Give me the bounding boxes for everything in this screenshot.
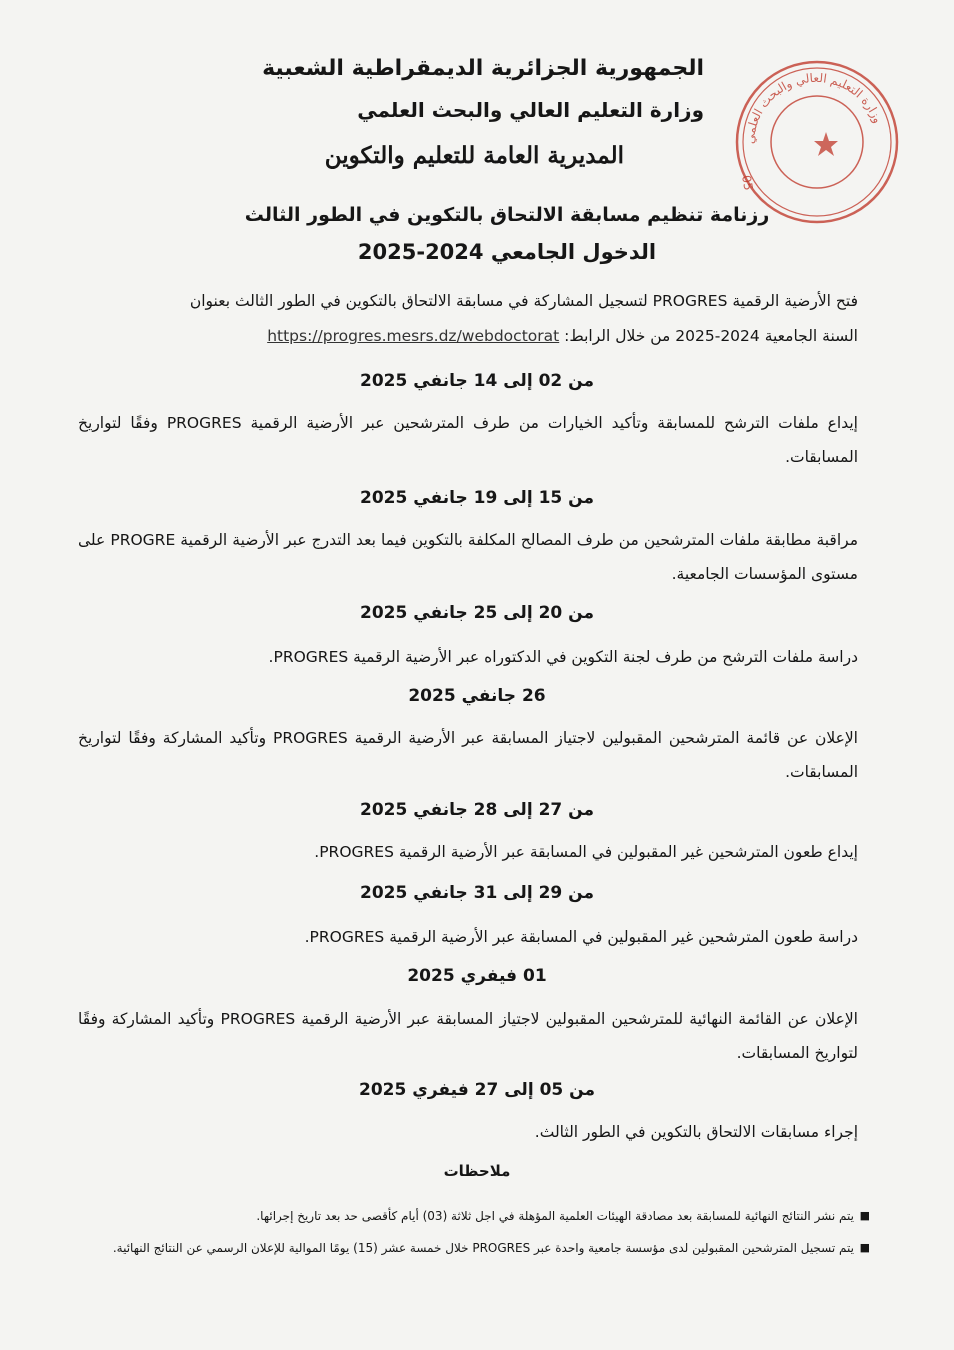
schedule-date-8: من 05 إلى 27 فيفري 2025	[359, 1080, 595, 1100]
schedule-date-2: من 15 إلى 19 جانفي 2025	[360, 488, 594, 508]
schedule-date-3: من 20 إلى 25 جانفي 2025	[360, 603, 594, 623]
schedule-date-7: 01 فيفري 2025	[407, 966, 547, 986]
schedule-text-7: الإعلان عن القائمة النهائية للمترشحين المقبولين لاجتياز المسابقة عبر الأرضية الرقمية PROGRES وتأكيد المشاركة وفقًا لتواريخ المسابقات.	[78, 1010, 858, 1062]
schedule-text-2: مراقبة مطابقة ملفات المترشحين من طرف المصالح المكلفة بالتكوين فيما بعد التدرج عبر الأرضية الرقمية PROGRE على مستوى المؤسسات الجامعية.	[78, 531, 858, 583]
academic-year-title: الدخول الجامعي 2024-2025	[357, 240, 657, 264]
note-item-2	[92, 1236, 870, 1260]
schedule-date-5: من 27 إلى 28 جانفي 2025	[360, 800, 594, 820]
directorate-header: المديرية العامة للتعليم والتكوين	[324, 142, 624, 169]
schedule-text-3: دراسة ملفات الترشح من طرف لجنة التكوين في الدكتوراه عبر الأرضية الرقمية PROGRES.	[268, 648, 858, 666]
schedule-text-6: دراسة طعون المترشحين غير المقبولين في المسابقة عبر الأرضية الرقمية PROGRES.	[304, 928, 858, 946]
bullet-icon: ■	[859, 1209, 870, 1222]
document-title: رزنامة تنظيم مسابقة الالتحاق بالتكوين في الطور الثالث	[244, 204, 770, 226]
schedule-text-4: الإعلان عن قائمة المترشحين المقبولين لاجتياز المسابقة عبر الأرضية الرقمية PROGRES وتأكيد المشاركة وفقًا لتواريخ المسابقات.	[78, 729, 858, 781]
note-text-1: يتم نشر النتائج النهائية للمسابقة بعد مصادقة الهيئات العلمية المؤهلة في اجل ثلاثة (03) أيام كأقصى حد بعد تاريخ إجرائها.	[256, 1209, 854, 1223]
progres-link[interactable]: https://progres.mesrs.dz/webdoctorat	[267, 327, 560, 345]
schedule-date-1: من 02 إلى 14 جانفي 2025	[360, 371, 594, 391]
schedule-date-6: من 29 إلى 31 جانفي 2025	[360, 883, 594, 903]
notes-title: ملاحظات	[443, 1162, 511, 1180]
intro-line-2	[257, 327, 858, 345]
schedule-text-5: إيداع طعون المترشحين غير المقبولين في المسابقة عبر الأرضية الرقمية PROGRES.	[314, 843, 858, 861]
intro-line-2-text: السنة الجامعية 2024-2025 من خلال الرابط:	[564, 327, 858, 345]
seal-text: وزارة التعليم العالي والبحث العلمي	[742, 70, 886, 145]
bullet-icon: ■	[859, 1241, 870, 1254]
schedule-date-4: 26 جانفي 2025	[408, 686, 546, 706]
note-text-2: يتم تسجيل المترشحين المقبولين لدى مؤسسة جامعية واحدة عبر PROGRES خلال خمسة عشر (15) يومًا الموالية للإعلان الرسمي عن النتائج النهائية.	[112, 1241, 854, 1255]
schedule-text-1: إيداع ملفات الترشح للمسابقة وتأكيد الخيارات من طرف المترشحين عبر الأرضية الرقمية PROGRES وفقًا لتواريخ المسابقات.	[78, 414, 858, 466]
official-seal-icon	[728, 56, 906, 226]
seal-number: 05	[739, 174, 756, 192]
intro-line-1: فتح الأرضية الرقمية PROGRES لتسجيل المشاركة في مسابقة الالتحاق بالتكوين في الطور الثالث بعنوان	[189, 292, 858, 310]
republic-header: الجمهورية الجزائرية الديمقراطية الشعبية	[262, 56, 704, 81]
note-item-1	[92, 1204, 870, 1228]
ministry-header: وزارة التعليم العالي والبحث العلمي	[357, 98, 704, 122]
schedule-text-8: إجراء مسابقات الالتحاق بالتكوين في الطور الثالث.	[534, 1123, 858, 1141]
